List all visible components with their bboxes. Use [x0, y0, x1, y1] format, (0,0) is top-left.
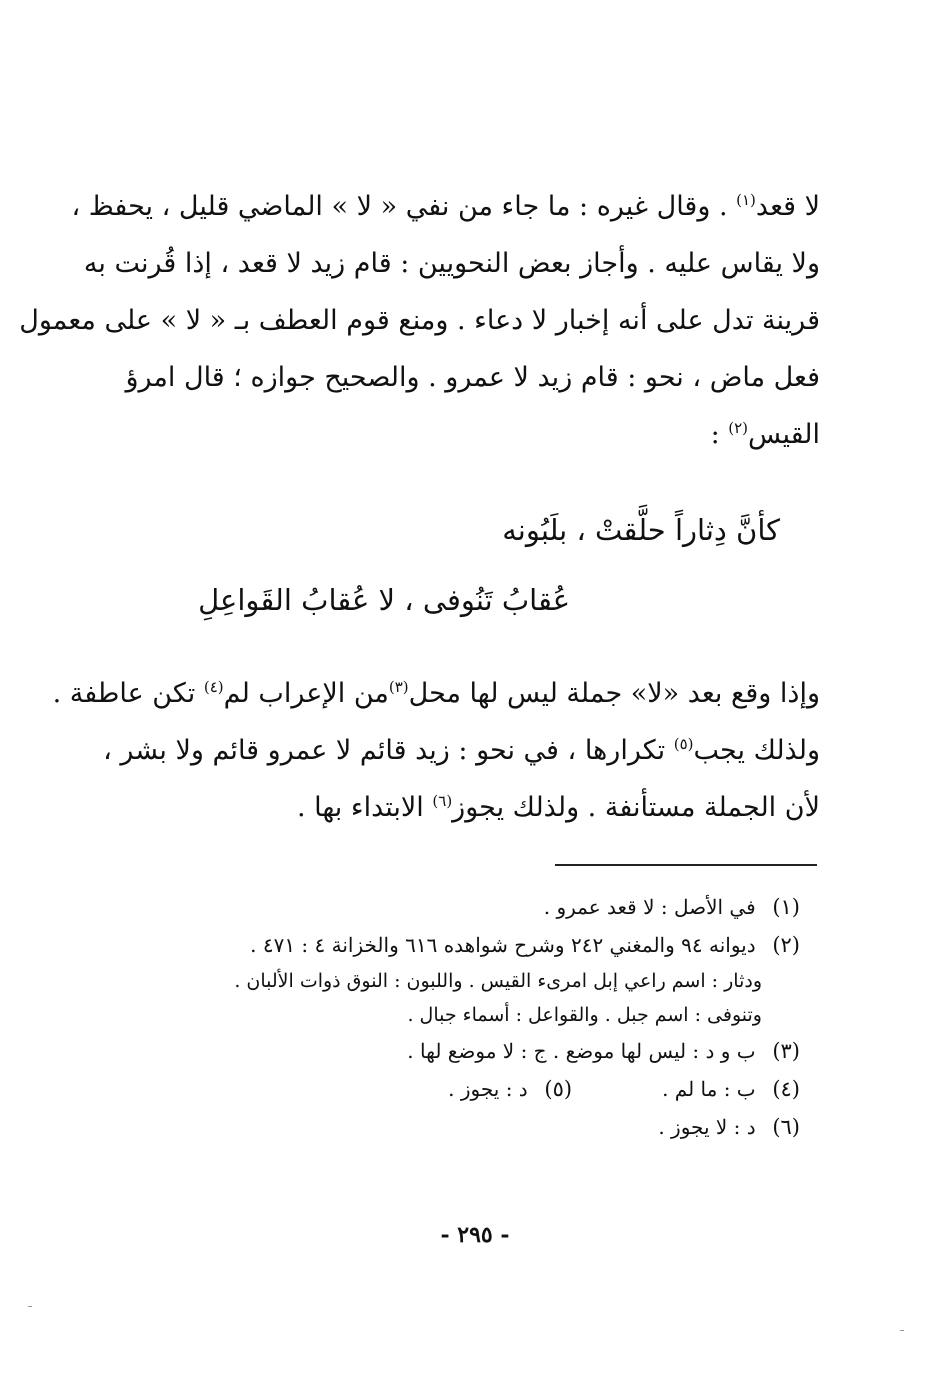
footnote-2-continuation-2: وتنوفى : اسم جبل . والقواعل : أسماء جبال .: [407, 1004, 762, 1026]
text-run: من الإعراب لم: [223, 678, 389, 709]
footnote-6: [160, 1108, 800, 1146]
footnote-number: (٣): [772, 1039, 800, 1063]
text-line-8: [160, 779, 820, 836]
text-line-4: فعل ماض ، نحو : قام زيد لا عمرو . والصحيح جوازه ؛ قال امرؤ: [125, 362, 820, 393]
footnote-3: [160, 1032, 800, 1070]
text-run: القيس: [748, 419, 820, 450]
poetry-verse: [180, 500, 800, 630]
page-number: - ٢٩٥ -: [440, 1222, 510, 1248]
footnote-ref-5[interactable]: (٥): [673, 735, 694, 753]
footnote-ref-3[interactable]: (٣): [388, 678, 409, 696]
scan-speck: [28, 1306, 32, 1307]
main-text-paragraph-1: [19, 178, 820, 463]
text-run: لا قعد: [755, 191, 820, 222]
text-run: :: [710, 419, 729, 450]
footnote-ref-6[interactable]: (٦): [432, 792, 453, 810]
footnote-number: (١): [772, 895, 800, 919]
footnote-text: ديوانه ٩٤ والمغني ٢٤٢ وشرح شواهده ٦١٦ والخزانة ٤ : ٤٧١ .: [250, 933, 756, 957]
footnote-number: (٦): [772, 1115, 800, 1139]
verse-hemistich-1: كأنَّ دِثاراً حلَّقتْ ، بلَبُونه: [502, 513, 780, 547]
text-line-5: [160, 406, 820, 463]
footnote-separator: [555, 864, 817, 866]
text-run: تكن عاطفة .: [52, 678, 204, 709]
text-run: الابتداء بها .: [296, 792, 433, 823]
footnote-ref-2[interactable]: (٢): [728, 419, 749, 437]
footnote-2: [160, 926, 800, 964]
footnote-5: [448, 1070, 572, 1108]
footnote-text: في الأصل : لا قعد عمرو .: [543, 895, 756, 919]
main-text-paragraph-2: [52, 665, 820, 836]
footnote-ref-1[interactable]: (١): [736, 191, 756, 209]
footnotes-section: [160, 888, 800, 1146]
footnote-4: [662, 1070, 800, 1108]
text-run: وإذا وقع بعد «لا» جملة ليس لها محل: [408, 678, 820, 709]
text-line-2: ولا يقاس عليه . وأجاز بعض النحويين : قام زيد لا قعد ، إذا قُرنت به: [83, 248, 820, 279]
text-run: تكرارها ، في نحو : زيد قائم لا عمرو قائم ولا بشر ،: [103, 735, 674, 766]
text-line-7: [103, 722, 820, 779]
footnote-text: ب و د : ليس لها موضع . ج : لا موضع لها .: [407, 1039, 756, 1063]
footnote-text: ب : ما لم .: [662, 1077, 756, 1101]
footnote-1: [160, 888, 800, 926]
footnote-text: د : يجوز .: [448, 1077, 528, 1101]
verse-hemistich-2: عُقابُ تَنُوفى ، لا عُقابُ القَواعِلِ: [198, 583, 570, 617]
footnote-number: (٤): [772, 1077, 800, 1101]
text-run: . وقال غيره : ما جاء من نفي « لا » الماضي قليل ، يحفظ ،: [71, 191, 737, 222]
text-run: لأن الجملة مستأنفة . ولذلك يجوز: [452, 792, 820, 823]
text-run: ولذلك يجب: [693, 735, 820, 766]
footnote-number: (٢): [772, 933, 800, 957]
footnotes-4-5-row: [160, 1070, 800, 1108]
footnote-number: (٥): [544, 1077, 573, 1101]
footnote-ref-4[interactable]: (٤): [203, 678, 224, 696]
footnote-text: د : لا يجوز .: [658, 1115, 756, 1139]
footnote-2-continuation-1: ودثار : اسم راعي إبل امرىء القيس . واللبون : النوق ذوات الألبان .: [234, 970, 762, 992]
text-line-6: [52, 665, 820, 722]
scan-speck: [900, 1330, 904, 1331]
text-line-1: [71, 178, 820, 235]
text-line-3: قرينة تدل على أنه إخبار لا دعاء . ومنع قوم العطف بـ « لا » على معمول: [19, 305, 820, 336]
